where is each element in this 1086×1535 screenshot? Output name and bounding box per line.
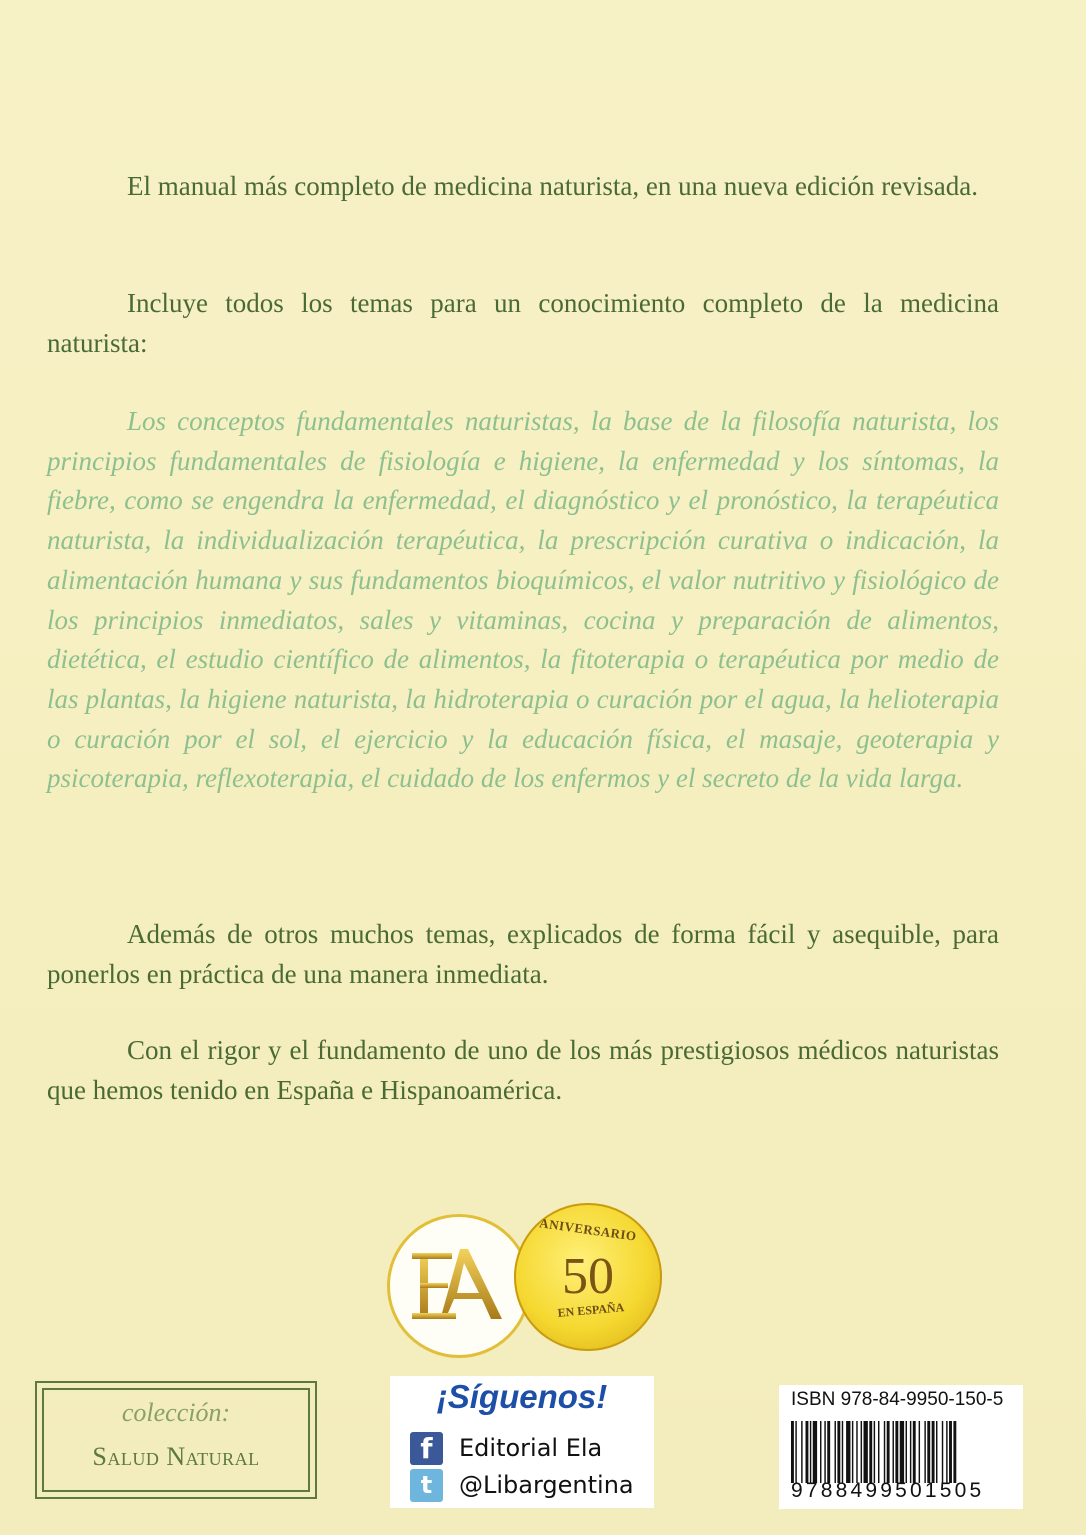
twitter-row[interactable] bbox=[410, 1468, 634, 1502]
social-panel bbox=[390, 1376, 654, 1508]
seal-bottom-text: EN ESPAÑA bbox=[557, 1300, 625, 1320]
barcode-bar bbox=[842, 1421, 843, 1483]
facebook-handle: Editorial Ela bbox=[459, 1434, 603, 1462]
additional-paragraph bbox=[47, 914, 999, 994]
barcode-bar bbox=[906, 1421, 907, 1483]
author-text: Con el rigor y el fundamento de uno de los más prestigiosos médicos naturistas que hemos tenido en España e Hispanoamérica. bbox=[47, 1035, 999, 1105]
facebook-icon: f bbox=[410, 1432, 443, 1465]
barcode-bar bbox=[835, 1421, 836, 1483]
collection-label: colección: bbox=[121, 1398, 231, 1427]
intro-paragraph bbox=[47, 166, 999, 206]
barcode-bar bbox=[895, 1421, 898, 1483]
barcode-bar bbox=[869, 1421, 872, 1483]
barcode-bar bbox=[864, 1421, 868, 1483]
barcode-bar bbox=[837, 1421, 840, 1483]
barcode-bar bbox=[795, 1421, 796, 1483]
barcode-bar bbox=[953, 1421, 956, 1483]
barcode-bar bbox=[893, 1421, 894, 1483]
barcode-bar bbox=[878, 1421, 879, 1483]
facebook-row[interactable] bbox=[410, 1431, 602, 1465]
includes-paragraph bbox=[47, 283, 999, 363]
barcode-bar bbox=[806, 1421, 809, 1483]
collection-box bbox=[35, 1381, 317, 1499]
includes-text: Incluye todos los temas para un conocimiento completo de la medicina naturista: bbox=[47, 288, 999, 358]
collection-name: Salud Natural bbox=[92, 1442, 260, 1471]
isbn-panel bbox=[779, 1385, 1023, 1509]
barcode-bar bbox=[852, 1421, 853, 1483]
barcode-bar bbox=[910, 1421, 911, 1483]
barcode-bar bbox=[927, 1421, 930, 1483]
barcode-bar bbox=[924, 1421, 925, 1483]
barcode-bar bbox=[874, 1421, 875, 1483]
barcode-bar bbox=[861, 1421, 862, 1483]
barcode-bar bbox=[932, 1421, 935, 1483]
barcode-bar bbox=[791, 1421, 794, 1483]
barcode-bar bbox=[820, 1421, 821, 1483]
author-paragraph bbox=[47, 1030, 999, 1110]
barcode-bar bbox=[946, 1421, 947, 1483]
barcode-bar bbox=[900, 1421, 904, 1483]
barcode-bar bbox=[813, 1421, 817, 1483]
barcode-bar bbox=[856, 1421, 857, 1483]
isbn-digits: 9788499501505 bbox=[791, 1479, 985, 1502]
barcode-bar bbox=[942, 1421, 943, 1483]
barcode-bar bbox=[936, 1421, 937, 1483]
topics-text: Los conceptos fundamentales naturistas, la base de la filosofía naturista, los principios fundamentales de fisiología e higiene, la enfermedad y los síntomas, la fiebre, como se engendra la enfermedad, el diagnóstico y el pronóstico, la terapéutica naturista, la individualización terapéutica, la prescripción curativa o indicación, la alimentación humana y sus fundamentos bioquímicos, el valor nutritivo y fisiológico de los principios inmediatos, sales y vitaminas, cocina y preparación de alimentos, dietética, el estudio científico de alimentos, la fitoterapia o terapéutica por medio de las plantas, la higiene naturista, la hidroterapia o curación por el agua, la helioterapia o curación por el sol, el ejercicio y la educación física, el masaje, geoterapia y psicoterapia, reflexoterapia, el cuidado de los enfermos y el secreto de la vida larga. bbox=[47, 406, 999, 794]
twitter-handle: @Libargentina bbox=[459, 1471, 634, 1499]
barcode-bar bbox=[913, 1421, 916, 1483]
barcode-bar bbox=[884, 1421, 885, 1483]
barcode-bar bbox=[919, 1421, 920, 1483]
barcode-bar bbox=[801, 1421, 802, 1483]
twitter-icon: t bbox=[410, 1469, 443, 1502]
barcode bbox=[791, 1421, 1011, 1483]
intro-text: El manual más completo de medicina naturista, en una nueva edición revisada. bbox=[127, 171, 978, 201]
ea-monogram-icon bbox=[390, 1217, 528, 1355]
seal-top-text: ANIVERSARIO bbox=[538, 1215, 638, 1244]
barcode-bar bbox=[887, 1421, 890, 1483]
barcode-bar bbox=[846, 1421, 850, 1483]
isbn-label: ISBN 978-84-9950-150-5 bbox=[791, 1389, 1004, 1410]
barcode-bar bbox=[827, 1421, 830, 1483]
barcode-bar bbox=[949, 1421, 952, 1483]
barcode-bar bbox=[824, 1421, 825, 1483]
barcode-bar bbox=[810, 1421, 811, 1483]
social-title: ¡Síguenos! bbox=[436, 1378, 608, 1415]
topics-paragraph bbox=[47, 402, 999, 799]
publisher-logo bbox=[387, 1214, 531, 1358]
additional-text: Además de otros muchos temas, explicados de forma fácil y asequible, para ponerlos en práctica de una manera inmediata. bbox=[47, 919, 999, 989]
seal-number: 50 bbox=[562, 1248, 614, 1305]
